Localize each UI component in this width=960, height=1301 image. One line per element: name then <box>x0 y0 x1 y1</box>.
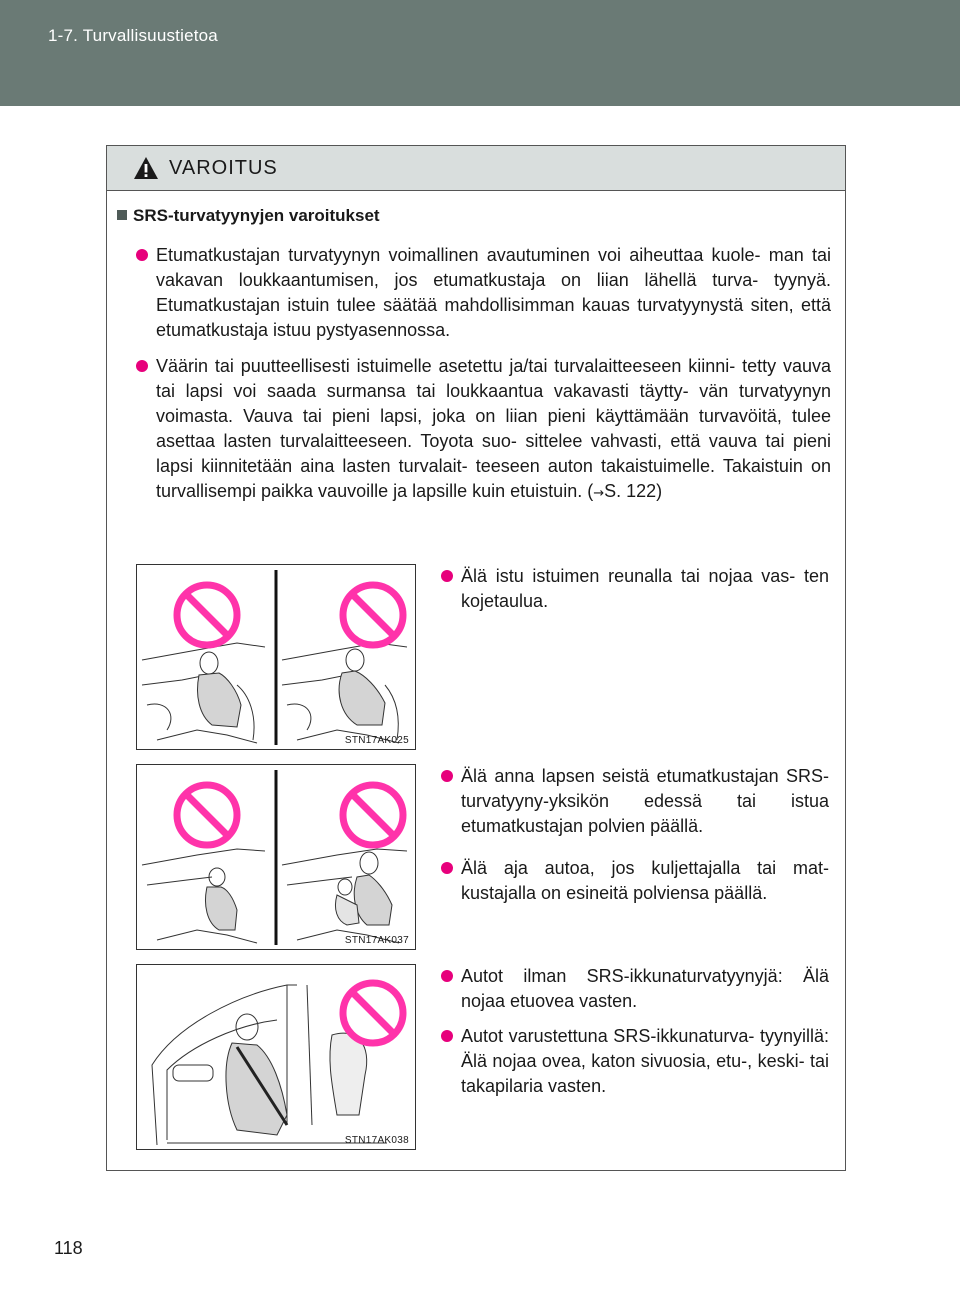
figure-code: STN17AK037 <box>344 935 409 946</box>
bullet-item <box>441 1024 829 1099</box>
bullet-item <box>441 856 829 906</box>
bullet-text: Älä istu istuimen reunalla tai nojaa vas- ten kojetaulua. <box>461 566 829 611</box>
bullet-dot-icon <box>441 770 453 782</box>
prohibition-icon <box>177 785 237 845</box>
prohibition-icon <box>177 585 237 645</box>
bullet-item <box>136 354 831 506</box>
bullet-item <box>136 243 831 343</box>
bullet-dot-icon <box>136 360 148 372</box>
bullet-text: Väärin tai puutteellisesti istuimelle asetettu ja/tai turvalaitteeseen kiinni- tetty vauva tai lapsi voi saada surmansa tai loukkaantua vakavasti täytty- vän turvatyynyn voimasta. Vauva tai pieni lapsi, joka on liian pieni käyttämään turvavöitä, tulee asettaa lasten turvalaitteeseen. Toyota suo- sittelee vahvasti, että vauva tai pieni lapsi kiinnitetään aina lasten turvalait- teeseen auton takaistuimelle. Takaistuin on turvallisempi paikka vauvoille ja lapsille kuin etuistuin. (→S. 122) <box>156 356 831 501</box>
bullet-text: Älä anna lapsen seistä etumatkustajan SRS-turvatyyny-yksikön edessä tai istua etumatkustajan polvien päällä. <box>461 766 829 836</box>
figure-code: STN17AK025 <box>344 735 409 746</box>
warning-header <box>107 146 845 191</box>
warning-title: VAROITUS <box>169 157 278 179</box>
bullet-dot-icon <box>441 970 453 982</box>
bullet-item <box>441 764 829 839</box>
header-band <box>0 0 960 106</box>
illustration-figure-2 <box>136 764 416 950</box>
prohibition-icon <box>343 585 403 645</box>
bullet-item <box>441 564 829 614</box>
bullet-text: Autot ilman SRS-ikkunaturvatyynyjä: Älä nojaa etuovea vasten. <box>461 966 829 1011</box>
bullet-dot-icon <box>136 249 148 261</box>
illustration-figure-1 <box>136 564 416 750</box>
bullet-text: Älä aja autoa, jos kuljettajalla tai mat- kustajalla on esineitä polviensa päällä. <box>461 858 829 903</box>
bullet-text: Etumatkustajan turvatyynyn voimallinen avautuminen voi aiheuttaa kuole- man tai vakavan loukkaantumisen, jos etumatkustaja on liian lähellä turva- tyynyä. Etumatkustajan istuin tulee säätää mahdollisimman kauas turvatyynystä siten, että etumatkustaja istuu pystyasennossa. <box>156 245 831 340</box>
page-number: 118 <box>54 1238 83 1258</box>
figure-code: STN17AK038 <box>344 1135 409 1146</box>
section-title: 1-7. Turvallisuustietoa <box>48 26 218 45</box>
subheading: SRS-turvatyynyjen varoitukset <box>117 206 380 226</box>
bullet-dot-icon <box>441 1030 453 1042</box>
bullet-dot-icon <box>441 862 453 874</box>
child-seat-illustration <box>137 765 415 949</box>
warning-box <box>106 145 846 1171</box>
arrow-icon: → <box>593 486 605 501</box>
front-seat-illustration <box>137 565 415 749</box>
prohibition-icon <box>343 983 403 1043</box>
warning-triangle-icon <box>133 156 159 180</box>
illustration-figure-3 <box>136 964 416 1150</box>
bullet-dot-icon <box>441 570 453 582</box>
square-bullet-icon <box>117 210 127 220</box>
bullet-text: Autot varustettuna SRS-ikkunaturva- tyynyillä: Älä nojaa ovea, katon sivuosia, etu-, keski- tai takapilaria vasten. <box>461 1026 829 1096</box>
bullet-item <box>441 964 829 1014</box>
prohibition-icon <box>343 785 403 845</box>
door-lean-illustration <box>137 965 415 1149</box>
